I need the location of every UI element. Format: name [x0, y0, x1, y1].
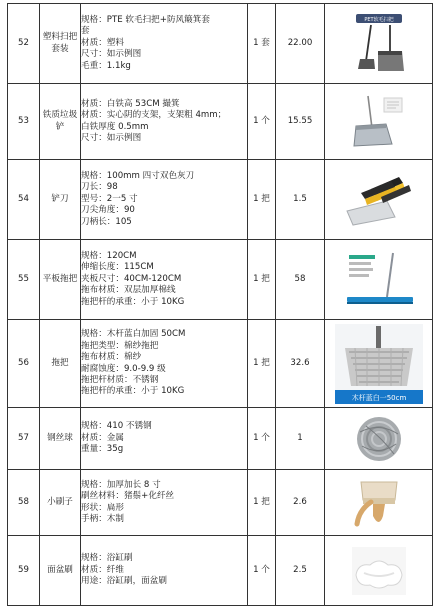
item-name: 塑料扫把套装 — [40, 4, 81, 84]
item-spec — [81, 320, 248, 408]
spec-line: 刀柄长：105 — [81, 216, 132, 227]
product-image — [325, 408, 433, 470]
metal-dustpan-icon — [348, 92, 410, 152]
item-price: 22.00 — [276, 4, 325, 84]
item-spec — [81, 84, 248, 160]
spec-line: 拖把杆的承重：小于 10KG — [81, 296, 185, 307]
item-unit: 1 个 — [248, 84, 276, 160]
table-row — [8, 4, 433, 84]
spec-line: 尺寸：如示例图 — [81, 132, 142, 143]
spec-line: 手柄：木制 — [81, 513, 124, 524]
product-image — [325, 84, 433, 160]
spec-line: 规格：PTE 软毛扫把+防风簸箕套 — [81, 14, 210, 25]
item-number: 54 — [8, 160, 40, 240]
item-name: 面盆刷 — [40, 536, 81, 606]
sponge-brush-icon — [348, 545, 410, 597]
item-unit: 1 套 — [248, 4, 276, 84]
product-image — [325, 240, 433, 320]
spec-line: 刀长：98 — [81, 182, 118, 193]
spec-line: 刀尖角度：90 — [81, 205, 135, 216]
spec-line: 拖把类型：棉纱拖把 — [81, 340, 159, 351]
spec-line: 材质：纤维 — [81, 564, 124, 575]
item-number: 55 — [8, 240, 40, 320]
item-unit: 1 把 — [248, 320, 276, 408]
item-name: 铁质垃圾铲 — [40, 84, 81, 160]
item-number: 59 — [8, 536, 40, 606]
table-row — [8, 84, 433, 160]
item-price: 1 — [276, 408, 325, 470]
spec-line: 规格：加厚加长 8 寸 — [81, 479, 161, 490]
table-row — [8, 320, 433, 408]
cotton-mop-icon — [335, 324, 423, 404]
item-price: 1.5 — [276, 160, 325, 240]
broom-dustpan-icon — [344, 11, 414, 77]
spec-line: 拖布材质：棉纱 — [81, 352, 142, 363]
item-unit: 1 把 — [248, 240, 276, 320]
item-number: 53 — [8, 84, 40, 160]
item-name: 小刷子 — [40, 470, 81, 536]
item-unit: 1 把 — [248, 160, 276, 240]
product-image — [325, 470, 433, 536]
item-number: 52 — [8, 4, 40, 84]
steel-wool-icon — [354, 414, 404, 464]
item-spec — [81, 470, 248, 536]
product-image — [325, 4, 433, 84]
item-spec — [81, 408, 248, 470]
spec-line: 规格：浴缸刷 — [81, 553, 133, 564]
spec-line: 套 — [81, 26, 90, 37]
spec-line: 材质：金属 — [81, 432, 124, 443]
svg-text:木杆蓝白一50cm: 木杆蓝白一50cm — [351, 393, 406, 402]
item-number: 57 — [8, 408, 40, 470]
table-row — [8, 408, 433, 470]
item-spec — [81, 160, 248, 240]
item-price: 2.6 — [276, 470, 325, 536]
spec-line: 白铁厚度 0.5mm — [81, 121, 149, 132]
svg-text:PET软毛扫把: PET软毛扫把 — [363, 16, 394, 23]
spec-line: 毛重：1.1kg — [81, 60, 131, 71]
flat-mop-icon — [343, 249, 415, 311]
spec-line: 规格：410 不锈钢 — [81, 421, 152, 432]
spec-line: 规格：120CM — [81, 250, 137, 261]
spec-line: 伸缩长度：115CM — [81, 262, 154, 273]
spec-line: 形状：扁形 — [81, 502, 124, 513]
spec-line: 拖把杆的承重：小于 10KG — [81, 386, 185, 397]
spec-line: 尺寸：如示例图 — [81, 49, 142, 60]
product-spec-table — [7, 3, 433, 606]
item-price: 32.6 — [276, 320, 325, 408]
product-image — [325, 160, 433, 240]
putty-knife-icon — [341, 171, 417, 229]
item-spec — [81, 240, 248, 320]
spec-line: 拖布材质：双层加厚棉线 — [81, 285, 176, 296]
spec-line: 耐腐蚀度：9.0-9.9 级 — [81, 363, 166, 374]
product-image — [325, 320, 433, 408]
table-row — [8, 470, 433, 536]
item-number: 58 — [8, 470, 40, 536]
item-price: 58 — [276, 240, 325, 320]
item-name: 拖把 — [40, 320, 81, 408]
spec-line: 用途：浴缸刷，面盆刷 — [81, 576, 167, 587]
spec-line: 规格：木杆蓝白加固 50CM — [81, 329, 186, 340]
spec-line: 夹板尺寸：40CM-120CM — [81, 273, 182, 284]
item-name: 铲刀 — [40, 160, 81, 240]
spec-line: 刷丝材料：猪鬃+化纤丝 — [81, 491, 175, 502]
item-name: 钢丝球 — [40, 408, 81, 470]
item-price: 2.5 — [276, 536, 325, 606]
spec-line: 材质：实心阴的支架，支架粗 4mm； — [81, 110, 227, 121]
item-number: 56 — [8, 320, 40, 408]
spec-line: 拖把杆材质：不锈钢 — [81, 374, 159, 385]
spec-line: 材质：塑料 — [81, 37, 124, 48]
spec-line: 型号：2一5 寸 — [81, 193, 138, 204]
product-image — [325, 536, 433, 606]
table-row — [8, 160, 433, 240]
item-price: 15.55 — [276, 84, 325, 160]
item-spec — [81, 536, 248, 606]
table-row — [8, 536, 433, 606]
item-unit: 1 个 — [248, 536, 276, 606]
item-unit: 1 个 — [248, 408, 276, 470]
item-unit: 1 把 — [248, 470, 276, 536]
table-row — [8, 240, 433, 320]
item-spec — [81, 4, 248, 84]
item-name: 平板拖把 — [40, 240, 81, 320]
spec-line: 重量：35g — [81, 444, 124, 455]
paint-brush-icon — [351, 476, 407, 530]
spec-line: 材质：白铁高 53CM 撮箕 — [81, 98, 180, 109]
spec-line: 规格：100mm 四寸双色灰刀 — [81, 170, 195, 181]
